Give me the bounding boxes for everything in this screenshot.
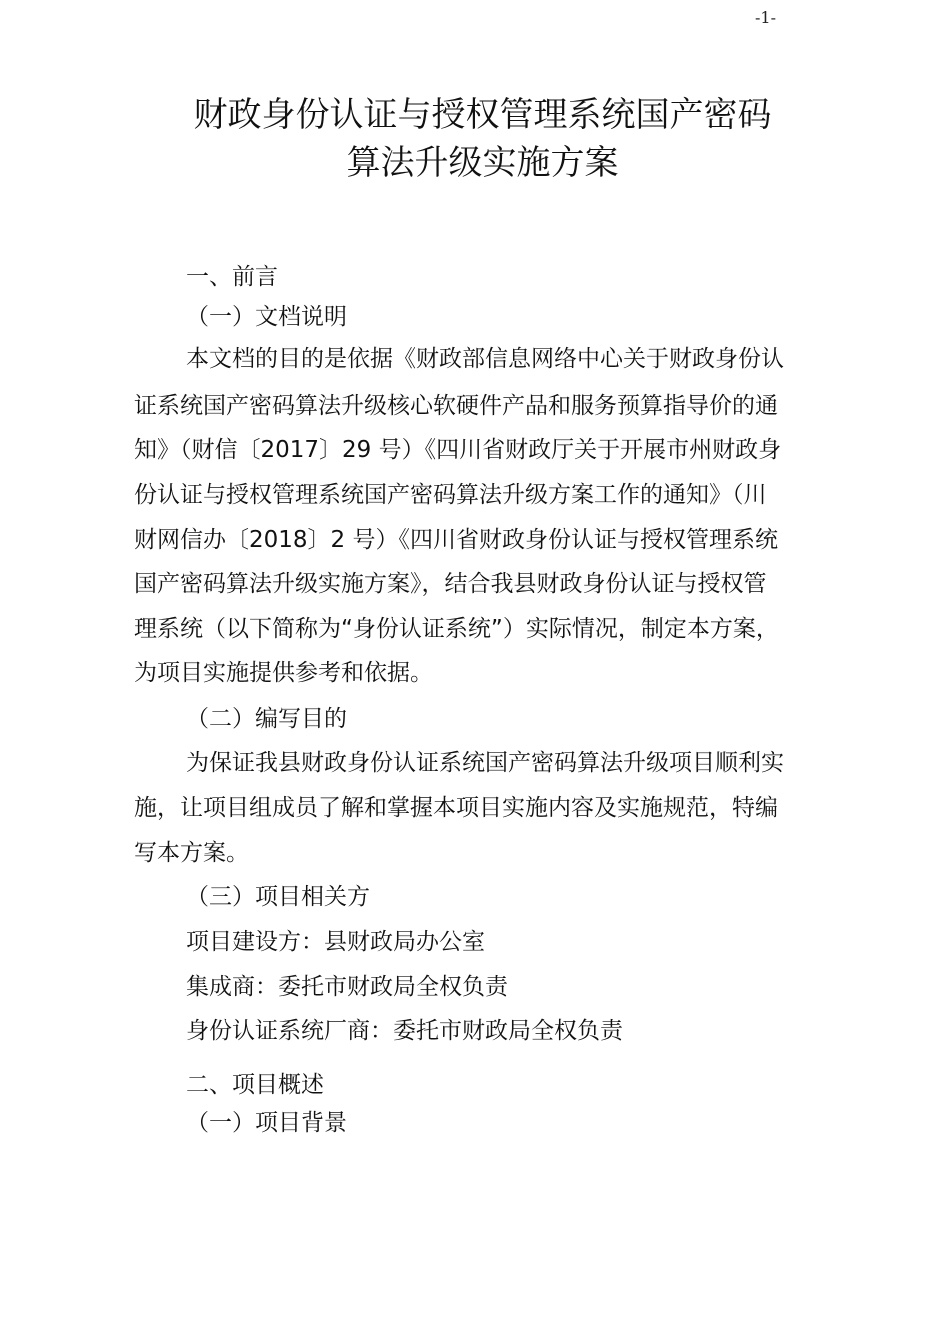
paragraph-line: 知》（财信〔2017〕29 号）《四川省财政厅关于开展市州财政身: [134, 437, 782, 463]
paragraph-line: 为保证我县财政身份认证系统国产密码算法升级项目顺利实: [186, 750, 784, 776]
paragraph-line: 证系统国产密码算法升级核心软硬件产品和服务预算指导价的通: [134, 393, 778, 419]
paragraph-line: 财网信办〔2018〕2 号）《四川省财政身份认证与授权管理系统: [134, 527, 778, 553]
paragraph-line: 理系统（以下简称为“身份认证系统”）实际情况，制定本方案，: [134, 616, 779, 642]
subsection-heading-background: （一）项目背景: [186, 1110, 347, 1136]
section-heading-preface: 一、前言: [186, 264, 278, 290]
stakeholder-line: 集成商：委托市财政局全权负责: [186, 974, 508, 1000]
subsection-heading-purpose: （二）编写目的: [186, 706, 347, 732]
paragraph-line: 为项目实施提供参考和依据。: [134, 660, 433, 686]
paragraph-line: 份认证与授权管理系统国产密码算法升级方案工作的通知》（川: [134, 482, 767, 508]
paragraph-line: 本文档的目的是依据《财政部信息网络中心关于财政身份认: [186, 346, 784, 372]
paragraph-line: 国产密码算法升级实施方案》，结合我县财政身份认证与授权管: [134, 571, 767, 597]
subsection-heading-stakeholders: （三）项目相关方: [186, 884, 370, 910]
document-title-line-2: 算法升级实施方案: [346, 143, 619, 183]
section-heading-overview: 二、项目概述: [186, 1072, 324, 1098]
paragraph-line: 写本方案。: [134, 840, 249, 866]
stakeholder-line: 身份认证系统厂商：委托市财政局全权负责: [186, 1018, 623, 1044]
subsection-heading-document-description: （一）文档说明: [186, 304, 347, 330]
stakeholder-line: 项目建设方：县财政局办公室: [186, 929, 485, 955]
paragraph-line: 施，让项目组成员了解和掌握本项目实施内容及实施规范，特编: [134, 795, 778, 821]
document-title-line-1: 财政身份认证与授权管理系统国产密码: [193, 95, 772, 135]
page-number: -1-: [755, 8, 776, 27]
